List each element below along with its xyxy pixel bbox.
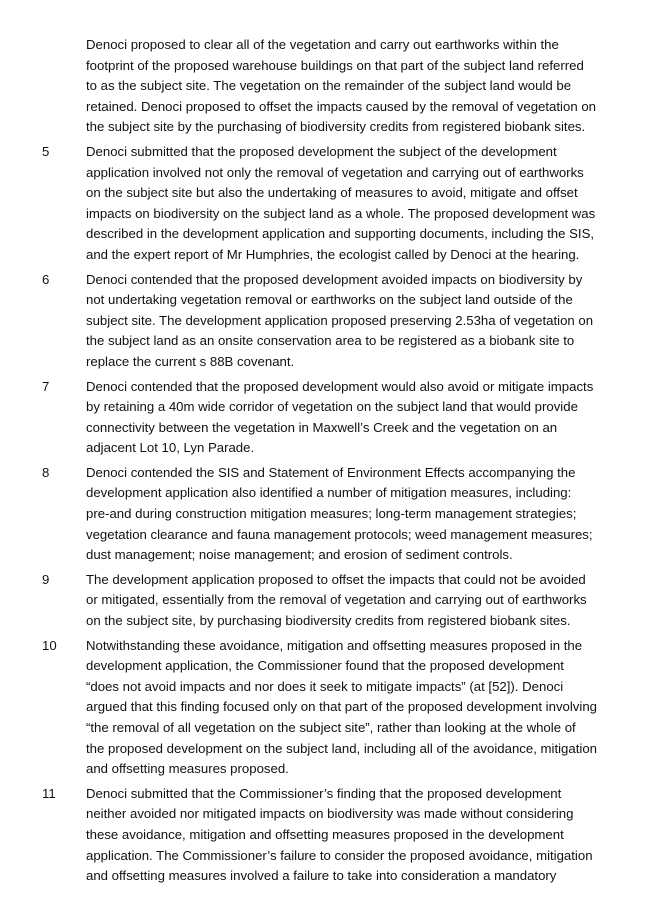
text-line: footprint of the proposed warehouse buildings on that part of the subject land referred	[86, 57, 584, 73]
paragraph-number: 11	[42, 785, 56, 801]
text-line: replace the current s 88B covenant.	[86, 353, 295, 369]
text-line: to as the subject site. The vegetation on the remainder of the subject land would be	[86, 78, 572, 94]
text-line: connectivity between the vegetation in Maxwell’s Creek and the vegetation on an	[86, 419, 558, 435]
text-line: and offsetting measures involved a failure to take into consideration a mandatory	[86, 868, 557, 884]
paragraph-number: 8	[42, 464, 50, 480]
text-line: these avoidance, mitigation and offsetting measures proposed in the development	[86, 826, 564, 842]
text-line: described in the development application and supporting documents, including the SIS,	[86, 226, 595, 242]
text-line: neither avoided nor mitigated impacts on biodiversity was made without considering	[86, 806, 574, 822]
text-line: Denoci submitted that the Commissioner’s finding that the proposed development	[86, 785, 562, 801]
text-line: vegetation clearance and fauna management protocols; weed management measures;	[86, 526, 593, 542]
text-line: impacts on biodiversity on the subject land as a whole. The proposed development was	[86, 205, 596, 221]
text-line: Notwithstanding these avoidance, mitigation and offsetting measures proposed in the	[86, 637, 583, 653]
paragraph-text	[86, 35, 613, 138]
paragraph-continuation	[42, 35, 613, 138]
paragraph-text	[86, 377, 613, 459]
paragraph-text	[86, 142, 613, 266]
paragraph-9	[42, 570, 613, 632]
text-line: The development application proposed to offset the impacts that could not be avoided	[86, 571, 586, 587]
text-line: “the removal of all vegetation on the subject site”, rather than looking at the whole of	[86, 720, 576, 735]
text-line: or mitigated, essentially from the removal of vegetation and carrying out of earthworks	[86, 592, 587, 608]
text-line: “does not avoid impacts and nor does it seek to mitigate impacts” (at [52]). Denoci	[86, 678, 564, 694]
text-line: adjacent Lot 10, Lyn Parade.	[86, 440, 255, 456]
text-line: argued that this finding focused only on that part of the proposed development involving	[86, 699, 597, 715]
text-line: Denoci submitted that the proposed development the subject of the development	[86, 143, 557, 159]
paragraph-text	[86, 570, 613, 632]
text-line: Denoci contended the SIS and Statement of Environment Effects accompanying the	[86, 464, 576, 480]
paragraph-number: 6	[42, 271, 50, 287]
text-line: not undertaking vegetation removal or earthworks on the subject land outside of the	[86, 292, 573, 308]
text-line: the subject land as an onsite conservation area to be registered as a biobank site to	[86, 333, 575, 349]
text-line: by retaining a 40m wide corridor of vegetation on the subject land that would provide	[86, 399, 578, 415]
paragraph-7	[42, 377, 613, 459]
paragraph-10	[42, 636, 613, 780]
text-line: and offsetting measures proposed.	[86, 761, 289, 777]
paragraph-text	[86, 270, 613, 373]
text-line: pre-and during construction mitigation measures; long-term management strategies;	[86, 506, 577, 522]
paragraph-number: 7	[42, 378, 50, 394]
text-line: development application also identified a number of mitigation measures, including:	[86, 485, 572, 501]
text-line: Denoci contended that the proposed development avoided impacts on biodiversity by	[86, 271, 583, 287]
text-line: the proposed development on the subject land, including all of the avoidance, mitigation	[86, 740, 597, 756]
paragraph-11	[42, 784, 613, 887]
text-line: Denoci contended that the proposed development would also avoid or mitigate impacts	[86, 378, 594, 394]
text-line: on the subject site, by purchasing biodiversity credits from registered biobank sites.	[86, 613, 571, 629]
paragraph-8	[42, 463, 613, 566]
paragraph-6	[42, 270, 613, 373]
text-line: on the subject site but also the undertaking of measures to avoid, mitigate and offset	[86, 185, 578, 201]
paragraph-number: 10	[42, 637, 57, 653]
paragraph-text	[86, 784, 613, 887]
text-line: subject site. The development application proposed preserving 2.53ha of vegetation on	[86, 312, 594, 328]
text-line: development application, the Commissioner found that the proposed development	[86, 658, 564, 674]
paragraph-5	[42, 142, 613, 266]
paragraph-text	[86, 463, 613, 566]
text-line: Denoci proposed to clear all of the vegetation and carry out earthworks within the	[86, 37, 559, 52]
paragraph-text	[86, 636, 613, 780]
text-line: application. The Commissioner’s failure to consider the proposed avoidance, mitigation	[86, 847, 593, 863]
text-line: the subject site by the purchasing of biodiversity credits from registered biobank sites.	[86, 119, 586, 135]
text-line: dust management; noise management; and erosion of sediment controls.	[86, 547, 513, 563]
text-line: retained. Denoci proposed to offset the impacts caused by the removal of vegetation on	[86, 98, 596, 114]
text-line: application involved not only the removal of vegetation and carrying out of earthworks	[86, 164, 584, 180]
text-line: and the expert report of Mr Humphries, the ecologist called by Denoci at the hearing.	[86, 246, 580, 262]
paragraph-number: 9	[42, 571, 50, 587]
paragraph-number: 5	[42, 143, 50, 159]
paragraph-number	[42, 35, 86, 138]
